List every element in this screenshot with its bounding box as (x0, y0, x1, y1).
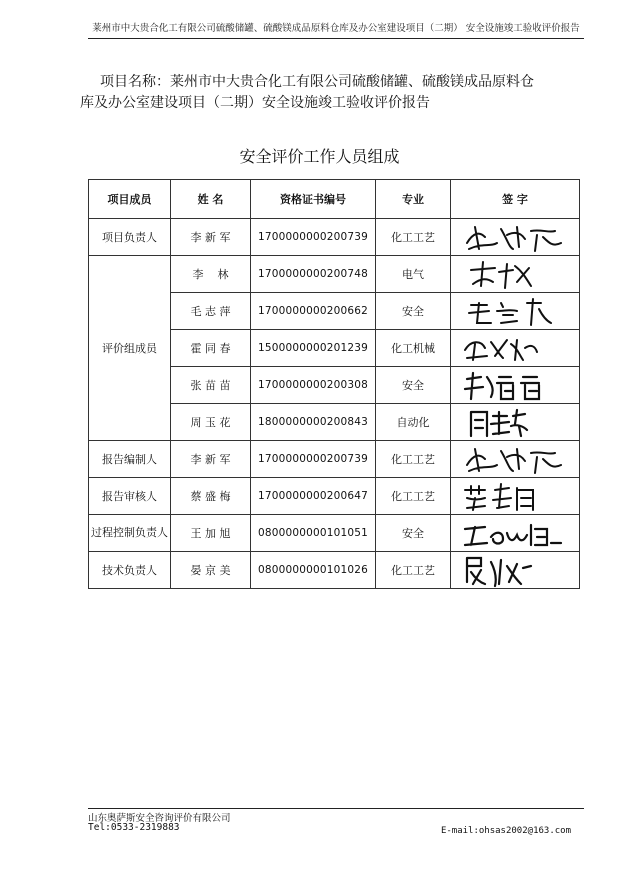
header-major: 专业 (376, 180, 451, 219)
name-cell: 晏 京 美 (171, 552, 251, 589)
signature-cell (451, 330, 580, 367)
major-cell: 自动化 (376, 404, 451, 441)
handwritten-signature (451, 330, 580, 366)
signature-cell (451, 256, 580, 293)
cert-cell: 1700000000200739 (251, 441, 376, 478)
name-cell: 李 新 军 (171, 219, 251, 256)
handwritten-signature (451, 515, 580, 551)
cert-cell: 1700000000200739 (251, 219, 376, 256)
handwritten-signature (451, 367, 580, 403)
table-header-row (89, 180, 580, 219)
major-cell: 电气 (376, 256, 451, 293)
major-cell: 化工工艺 (376, 441, 451, 478)
table-row (89, 219, 580, 256)
name-cell: 蔡 盛 梅 (171, 478, 251, 515)
major-cell: 化工工艺 (376, 478, 451, 515)
major-cell: 安全 (376, 293, 451, 330)
cert-cell: 0800000000101051 (251, 515, 376, 552)
header-cert: 资格证书编号 (251, 180, 376, 219)
signature-cell (451, 515, 580, 552)
signature-cell (451, 552, 580, 589)
handwritten-signature (451, 441, 580, 477)
table-row (89, 441, 580, 478)
cert-cell: 1800000000200843 (251, 404, 376, 441)
cert-cell: 1500000000201239 (251, 330, 376, 367)
name-cell: 周 玉 花 (171, 404, 251, 441)
role-cell: 评价组成员 (89, 256, 171, 441)
table-row (89, 515, 580, 552)
signature-cell (451, 478, 580, 515)
role-cell: 报告编制人 (89, 441, 171, 478)
handwritten-signature (451, 293, 580, 329)
cert-cell: 0800000000101026 (251, 552, 376, 589)
cert-cell: 1700000000200662 (251, 293, 376, 330)
major-cell: 安全 (376, 515, 451, 552)
project-name-line2: 库及办公室建设项目（二期）安全设施竣工验收评价报告 (80, 95, 430, 111)
handwritten-signature (451, 404, 580, 440)
major-cell: 化工工艺 (376, 552, 451, 589)
footer-email: E-mail:ohsas2002@163.com (440, 826, 571, 836)
table-row (89, 552, 580, 589)
handwritten-signature (451, 219, 580, 255)
major-cell: 化工工艺 (376, 219, 451, 256)
project-name (80, 72, 570, 114)
name-cell: 李 新 军 (171, 441, 251, 478)
footer-tel: Tel:0533-2319883 (88, 822, 180, 833)
project-name-line1: 项目名称：莱州市中大贵合化工有限公司硫酸储罐、硫酸镁成品原料仓 (100, 74, 534, 90)
name-cell: 张 苗 苗 (171, 367, 251, 404)
cert-cell: 1700000000200647 (251, 478, 376, 515)
signature-cell (451, 219, 580, 256)
major-cell: 化工机械 (376, 330, 451, 367)
header-member: 项目成员 (89, 180, 171, 219)
handwritten-signature (451, 478, 580, 514)
name-cell: 毛 志 萍 (171, 293, 251, 330)
name-cell: 王 加 旭 (171, 515, 251, 552)
header-signature: 签 字 (451, 180, 580, 219)
staff-table (88, 179, 580, 589)
role-cell: 项目负责人 (89, 219, 171, 256)
handwritten-signature (451, 256, 580, 292)
signature-cell (451, 404, 580, 441)
role-cell: 过程控制负责人 (89, 515, 171, 552)
signature-cell (451, 441, 580, 478)
table-row (89, 478, 580, 515)
name-cell: 霍 同 春 (171, 330, 251, 367)
footer-company: 山东奥萨斯安全咨询评价有限公司 (88, 813, 231, 824)
running-header: 莱州市中大贵合化工有限公司硫酸储罐、硫酸镁成品原料仓库及办公室建设项目（二期） 安全设施竣工验收评价报告 (88, 16, 584, 39)
footer-divider (88, 808, 584, 809)
handwritten-signature (451, 552, 580, 588)
table-row (89, 256, 580, 293)
role-cell: 报告审核人 (89, 478, 171, 515)
header-name: 姓 名 (171, 180, 251, 219)
signature-cell (451, 367, 580, 404)
role-cell: 技术负责人 (89, 552, 171, 589)
cert-cell: 1700000000200308 (251, 367, 376, 404)
name-cell: 李 林 (171, 256, 251, 293)
major-cell: 安全 (376, 367, 451, 404)
section-title: 安全评价工作人员组成 (239, 147, 400, 166)
signature-cell (451, 293, 580, 330)
cert-cell: 1700000000200748 (251, 256, 376, 293)
